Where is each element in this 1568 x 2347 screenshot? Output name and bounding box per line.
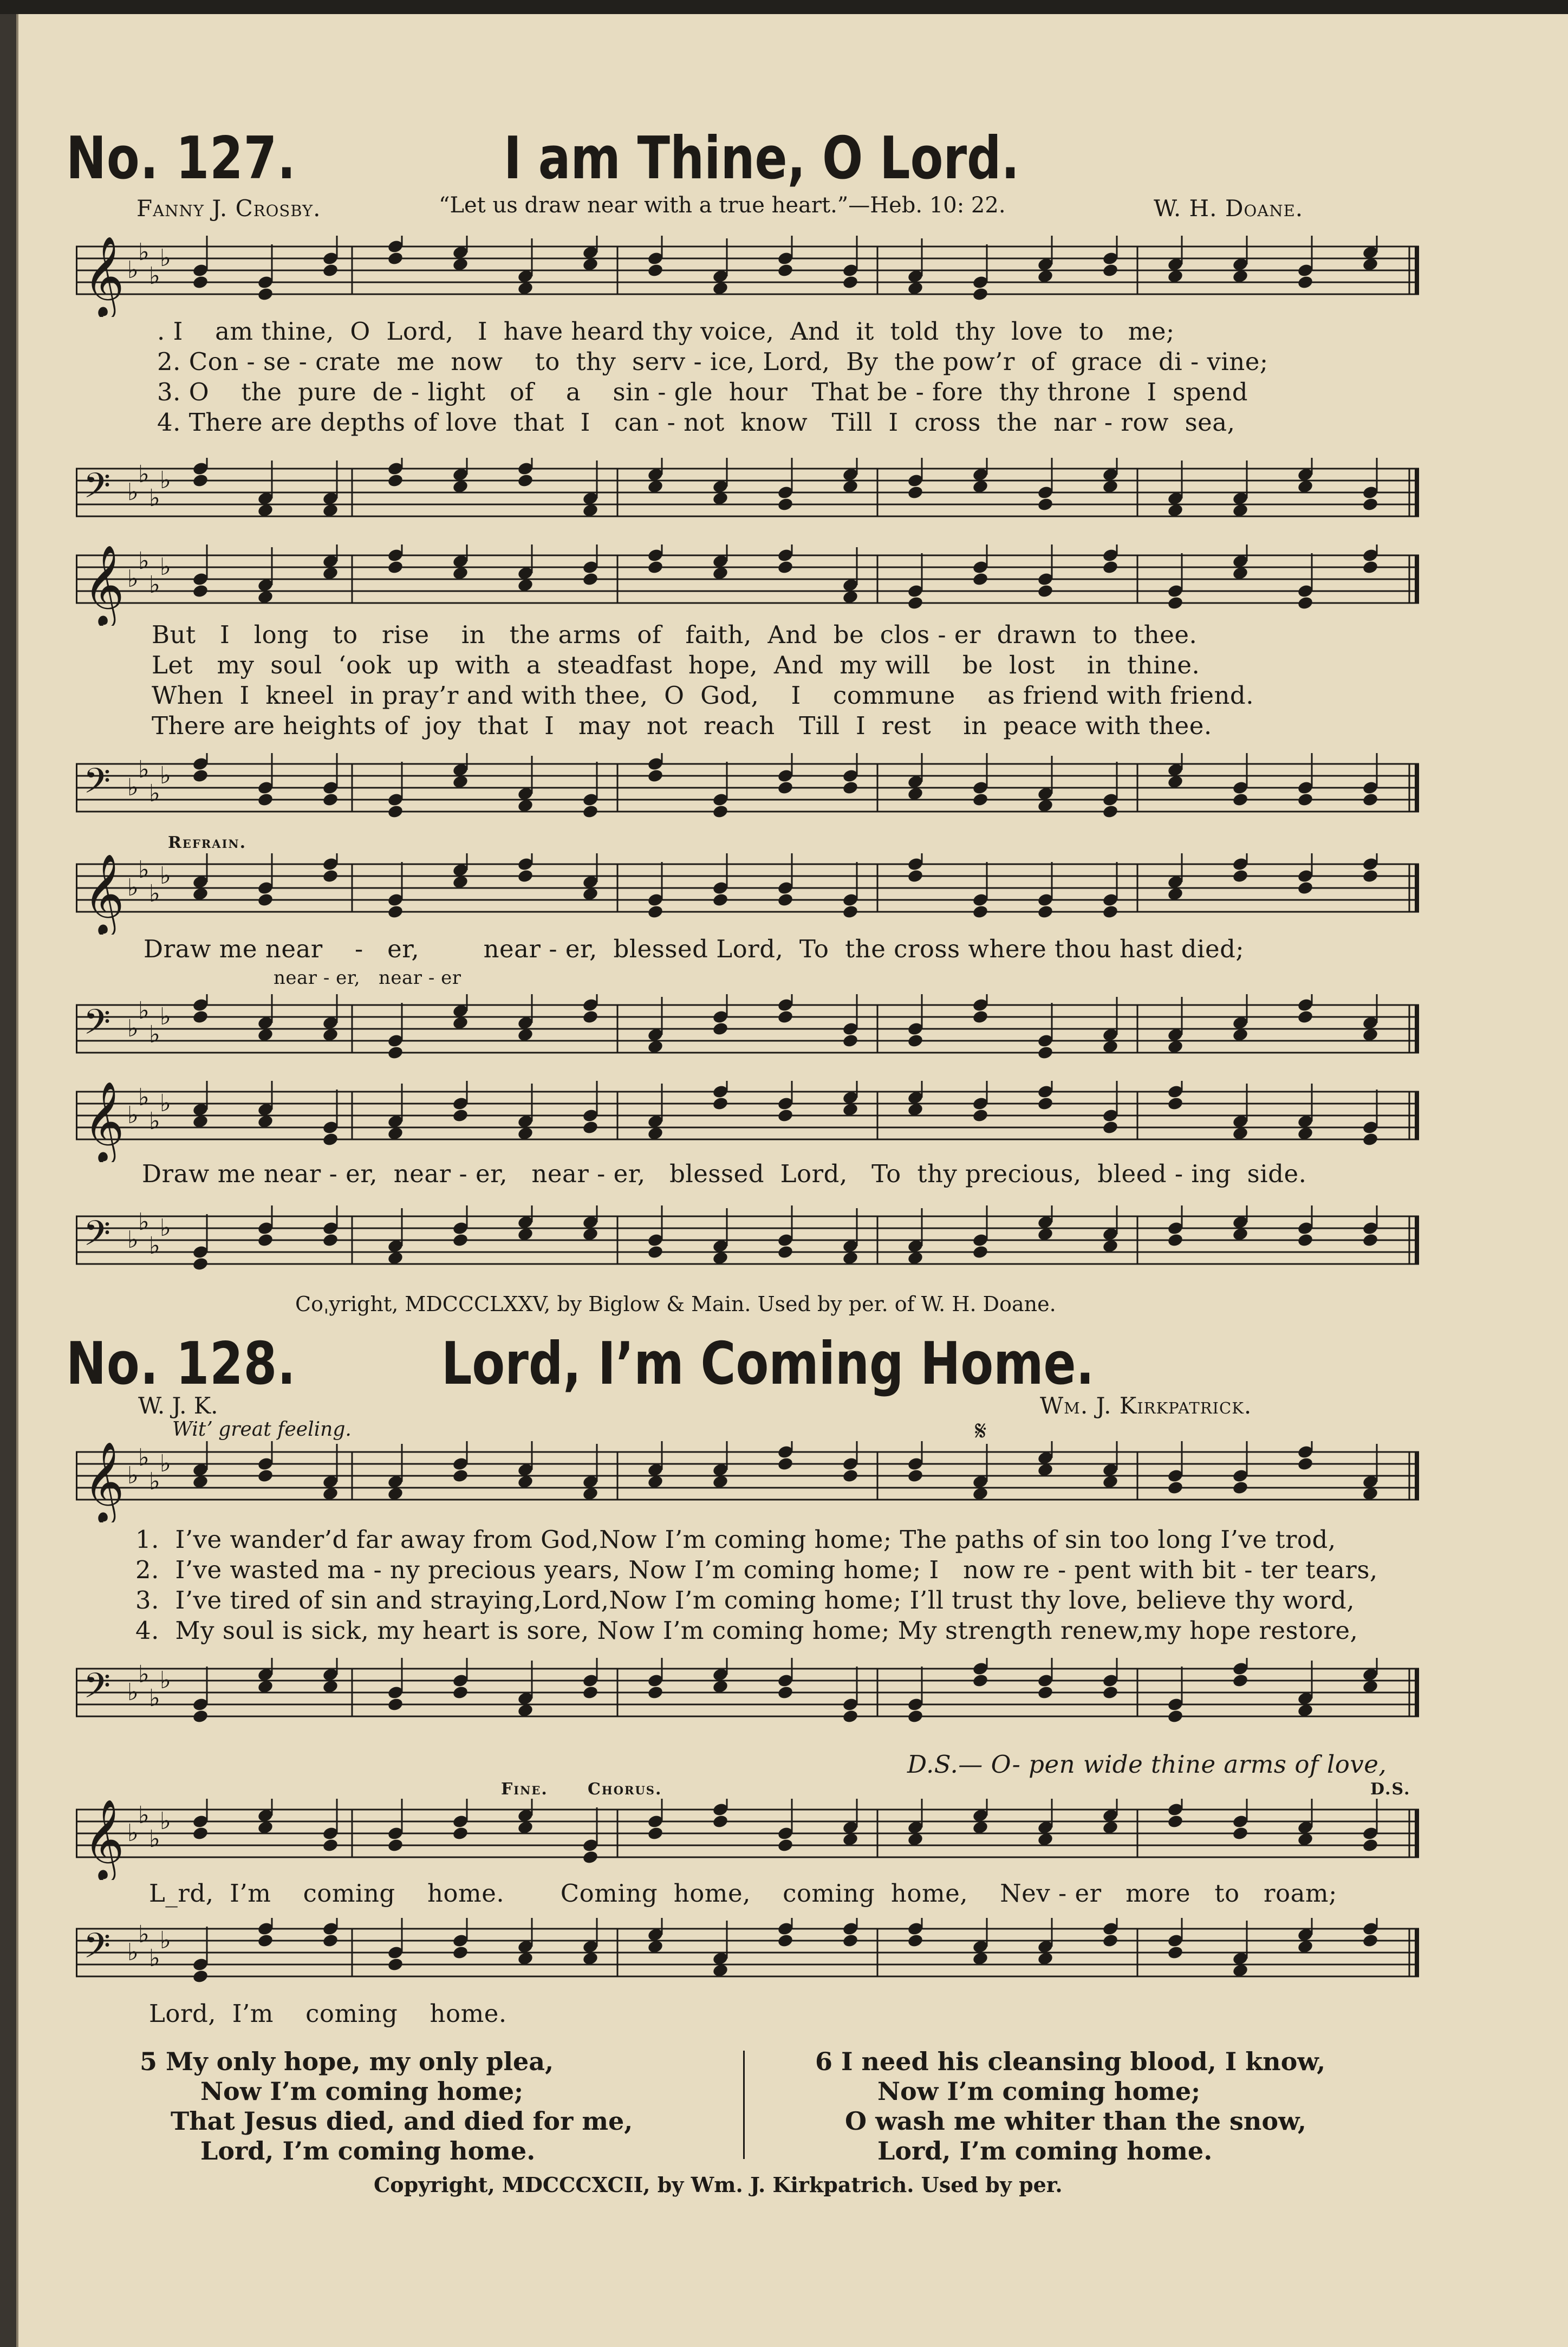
fine-label: Fine.	[501, 1780, 548, 1799]
svg-text:♭: ♭	[149, 1684, 160, 1712]
staff-lines	[76, 544, 1419, 626]
svg-text:♭: ♭	[149, 1944, 160, 1972]
staff-bass	[76, 1658, 1419, 1739]
stanza-line: There are heights of joy that I may not reach Till I rest in peace with thee.	[152, 711, 1212, 740]
staff-lines	[76, 853, 1419, 935]
svg-text:♭: ♭	[127, 874, 139, 902]
svg-text:♭: ♭	[160, 1450, 171, 1477]
svg-text:♭: ♭	[138, 1661, 149, 1688]
svg-text:𝄞: 𝄞	[83, 853, 125, 934]
svg-text:𝄢: 𝄢	[83, 1926, 111, 1975]
hymn-title: I am Thine, O Lord.	[504, 125, 1020, 192]
svg-text:♭: ♭	[127, 1015, 139, 1042]
copyright-notice: Coˌyright, MDCCCLXXV, by Biglow & Main. Used by per. of W. H. Doane.	[295, 1292, 1056, 1316]
svg-text:♭: ♭	[138, 1801, 149, 1829]
hymn-composer: Wm. J. Kirkpatrick.	[1040, 1392, 1252, 1419]
stanza-line: But I long to rise in the arms of faith, And be clos - er drawn to thee.	[152, 620, 1198, 649]
svg-text:♭: ♭	[138, 756, 149, 783]
staff-lines	[76, 753, 1419, 834]
svg-text:♭: ♭	[127, 1938, 139, 1966]
svg-text:♭: ♭	[149, 571, 160, 599]
svg-text:♭: ♭	[127, 256, 139, 284]
svg-text:♭: ♭	[149, 1468, 160, 1495]
svg-text:♭: ♭	[138, 856, 149, 884]
svg-text:♭: ♭	[138, 1921, 149, 1948]
refrain-label: Refrain.	[168, 833, 247, 852]
svg-text:♭: ♭	[149, 1021, 160, 1048]
svg-text:♭: ♭	[149, 262, 160, 290]
chorus-line: L_rd, I’m coming home. Coming home, coming home, Nev - er more to roam;	[149, 1879, 1337, 1908]
refrain-line: Draw me near - er, near - er, blessed Lord, To the cross where thou hast died;	[144, 935, 1245, 963]
svg-text:♭: ♭	[149, 1825, 160, 1853]
staff-bass	[76, 753, 1419, 834]
stanza-line: 4. There are depths of love that I can - not know Till I cross the nar - row sea,	[157, 408, 1235, 437]
top-border	[0, 0, 1568, 14]
svg-text:♭: ♭	[127, 1101, 139, 1129]
staff-bass	[76, 458, 1419, 539]
svg-text:♭: ♭	[160, 1807, 171, 1835]
svg-text:♭: ♭	[160, 1214, 171, 1242]
staff-treble	[76, 236, 1419, 317]
ds-lyric-line: D.S.— O- pen wide thine arms of love,	[907, 1750, 1387, 1779]
copyright-notice: Copyright, MDCCCXCII, by Wm. J. Kirkpatrich. Used by per.	[374, 2173, 1063, 2197]
staff-treble	[76, 1441, 1419, 1522]
svg-text:𝄢: 𝄢	[83, 761, 111, 810]
svg-text:♭: ♭	[138, 1084, 149, 1111]
svg-text:♭: ♭	[160, 466, 171, 494]
svg-text:♭: ♭	[138, 1208, 149, 1236]
stanza-line: 3. I’ve tired of sin and straying,Lord,Now I’m coming home; I’ll trust thy love, believe thy word,	[135, 1586, 1355, 1615]
svg-text:♭: ♭	[149, 880, 160, 907]
staff-lines	[76, 1658, 1419, 1739]
book-spine-edge	[16, 14, 18, 2347]
staff-lines	[76, 458, 1419, 539]
verse-6-line: 6 I need his cleansing blood, I know,	[815, 2047, 1326, 2076]
svg-text:𝄢: 𝄢	[83, 1666, 111, 1715]
verse-6-line: Now I’m coming home;	[877, 2077, 1201, 2106]
svg-text:♭: ♭	[160, 1927, 171, 1954]
svg-text:♭: ♭	[149, 1107, 160, 1135]
ds-mark: D.S.	[1370, 1780, 1411, 1799]
stanza-line: . I am thine, O Lord, I have heard thy voice, And it told thy love to me;	[157, 317, 1175, 346]
staff-lines	[76, 994, 1419, 1075]
stanza-line: 4. My soul is sick, my heart is sore, Now I’m coming home; My strength renew,my hope restore,	[135, 1616, 1358, 1645]
tempo-marking: Witʼ great feeling.	[172, 1418, 352, 1441]
svg-text:♭: ♭	[160, 1090, 171, 1117]
staff-lines	[76, 1441, 1419, 1522]
verse-divider	[743, 2051, 745, 2159]
svg-text:♭: ♭	[127, 1226, 139, 1254]
svg-text:𝄞: 𝄞	[83, 1799, 125, 1879]
svg-text:♭: ♭	[160, 1667, 171, 1694]
svg-text:𝄢: 𝄢	[83, 1214, 111, 1262]
staff-lines	[76, 1081, 1419, 1162]
svg-text:𝄞: 𝄞	[83, 1441, 125, 1522]
svg-text:♭: ♭	[160, 244, 171, 272]
svg-text:♭: ♭	[149, 484, 160, 512]
staff-treble	[76, 1081, 1419, 1162]
svg-text:♭: ♭	[138, 238, 149, 266]
svg-text:♭: ♭	[127, 565, 139, 593]
refrain-line: Lord, I’m coming home.	[149, 1999, 507, 2028]
staff-bass	[76, 994, 1419, 1075]
svg-text:♭: ♭	[138, 461, 149, 488]
svg-text:♭: ♭	[160, 862, 171, 890]
svg-text:𝄞: 𝄞	[83, 236, 125, 316]
stanza-line: Let my soul ‘ook up with a steadfast hope, And my will be lost in thine.	[152, 651, 1200, 679]
staff-lines	[76, 236, 1419, 317]
stanza-line: When I kneel in pray’r and with thee, O God, I commune as friend with friend.	[152, 681, 1254, 710]
staff-bass	[76, 1205, 1419, 1287]
svg-text:♭: ♭	[127, 1462, 139, 1489]
svg-text:𝄞: 𝄞	[83, 1081, 125, 1162]
svg-text:♭: ♭	[138, 547, 149, 575]
staff-bass	[76, 1918, 1419, 1999]
hymn-title: Lord, I’m Coming Home.	[441, 1330, 1095, 1398]
staff-treble	[76, 1799, 1419, 1880]
svg-text:𝄢: 𝄢	[83, 466, 111, 515]
verse-5-line: 5 My only hope, my only plea,	[140, 2047, 554, 2076]
svg-text:♭: ♭	[149, 1232, 160, 1260]
staff-lines	[76, 1918, 1419, 1999]
verse-5-line: That Jesus died, and died for me,	[171, 2106, 633, 2136]
svg-text:♭: ♭	[149, 780, 160, 807]
staff-lines	[76, 1205, 1419, 1287]
svg-text:♭: ♭	[127, 774, 139, 801]
verse-5-line: Lord, I’m coming home.	[200, 2136, 536, 2166]
svg-text:♭: ♭	[127, 478, 139, 506]
svg-text:♭: ♭	[160, 553, 171, 581]
verse-6-line: O wash me whiter than the snow,	[845, 2106, 1306, 2136]
staff-treble	[76, 853, 1419, 935]
svg-text:♭: ♭	[127, 1678, 139, 1706]
hymn-number: No. 127.	[66, 125, 296, 192]
stanza-line: 3. O the pure de - light of a sin - gle hour That be - fore thy throne I spend	[157, 378, 1248, 406]
hymn-number: No. 128.	[66, 1330, 296, 1398]
svg-text:𝄞: 𝄞	[83, 544, 125, 625]
hymn-author: W. J. K.	[138, 1392, 218, 1419]
svg-text:𝄢: 𝄢	[83, 1002, 111, 1051]
svg-text:♭: ♭	[127, 1819, 139, 1847]
staff-treble	[76, 544, 1419, 626]
svg-text:♭: ♭	[160, 1003, 171, 1030]
refrain-echo: near - er, near - er	[274, 967, 461, 989]
hymn-composer: W. H. Doane.	[1154, 195, 1304, 222]
svg-text:♭: ♭	[160, 762, 171, 789]
segno-icon: 𝄋	[975, 1415, 987, 1447]
chorus-label: Chorus.	[588, 1780, 662, 1799]
book-spine	[0, 14, 16, 2347]
stanza-line: 1. I’ve wander’d far away from God,Now I’m coming home; The paths of sin too long I’ve trod,	[135, 1525, 1336, 1554]
staff-lines	[76, 1799, 1419, 1880]
verse-5-line: Now I’m coming home;	[200, 2077, 524, 2106]
stanza-line: 2. Con - se - crate me now to thy serv - ice, Lord, By the pow’r of grace di - vine;	[157, 347, 1268, 376]
stanza-line: 2. I’ve wasted ma - ny precious years, Now I’m coming home; I now re - pent with bit - ter tears,	[135, 1555, 1378, 1584]
hymn-author: Fanny J. Crosby.	[136, 195, 321, 222]
hymn-scripture: “Let us draw near with a true heart.”—Heb. 10: 22.	[439, 193, 1006, 218]
svg-text:♭: ♭	[138, 997, 149, 1025]
verse-6-line: Lord, I’m coming home.	[877, 2136, 1213, 2166]
refrain-line: Draw me near - er, near - er, near - er, blessed Lord, To thy precious, bleed - ing side.	[142, 1159, 1307, 1188]
svg-text:♭: ♭	[138, 1444, 149, 1471]
